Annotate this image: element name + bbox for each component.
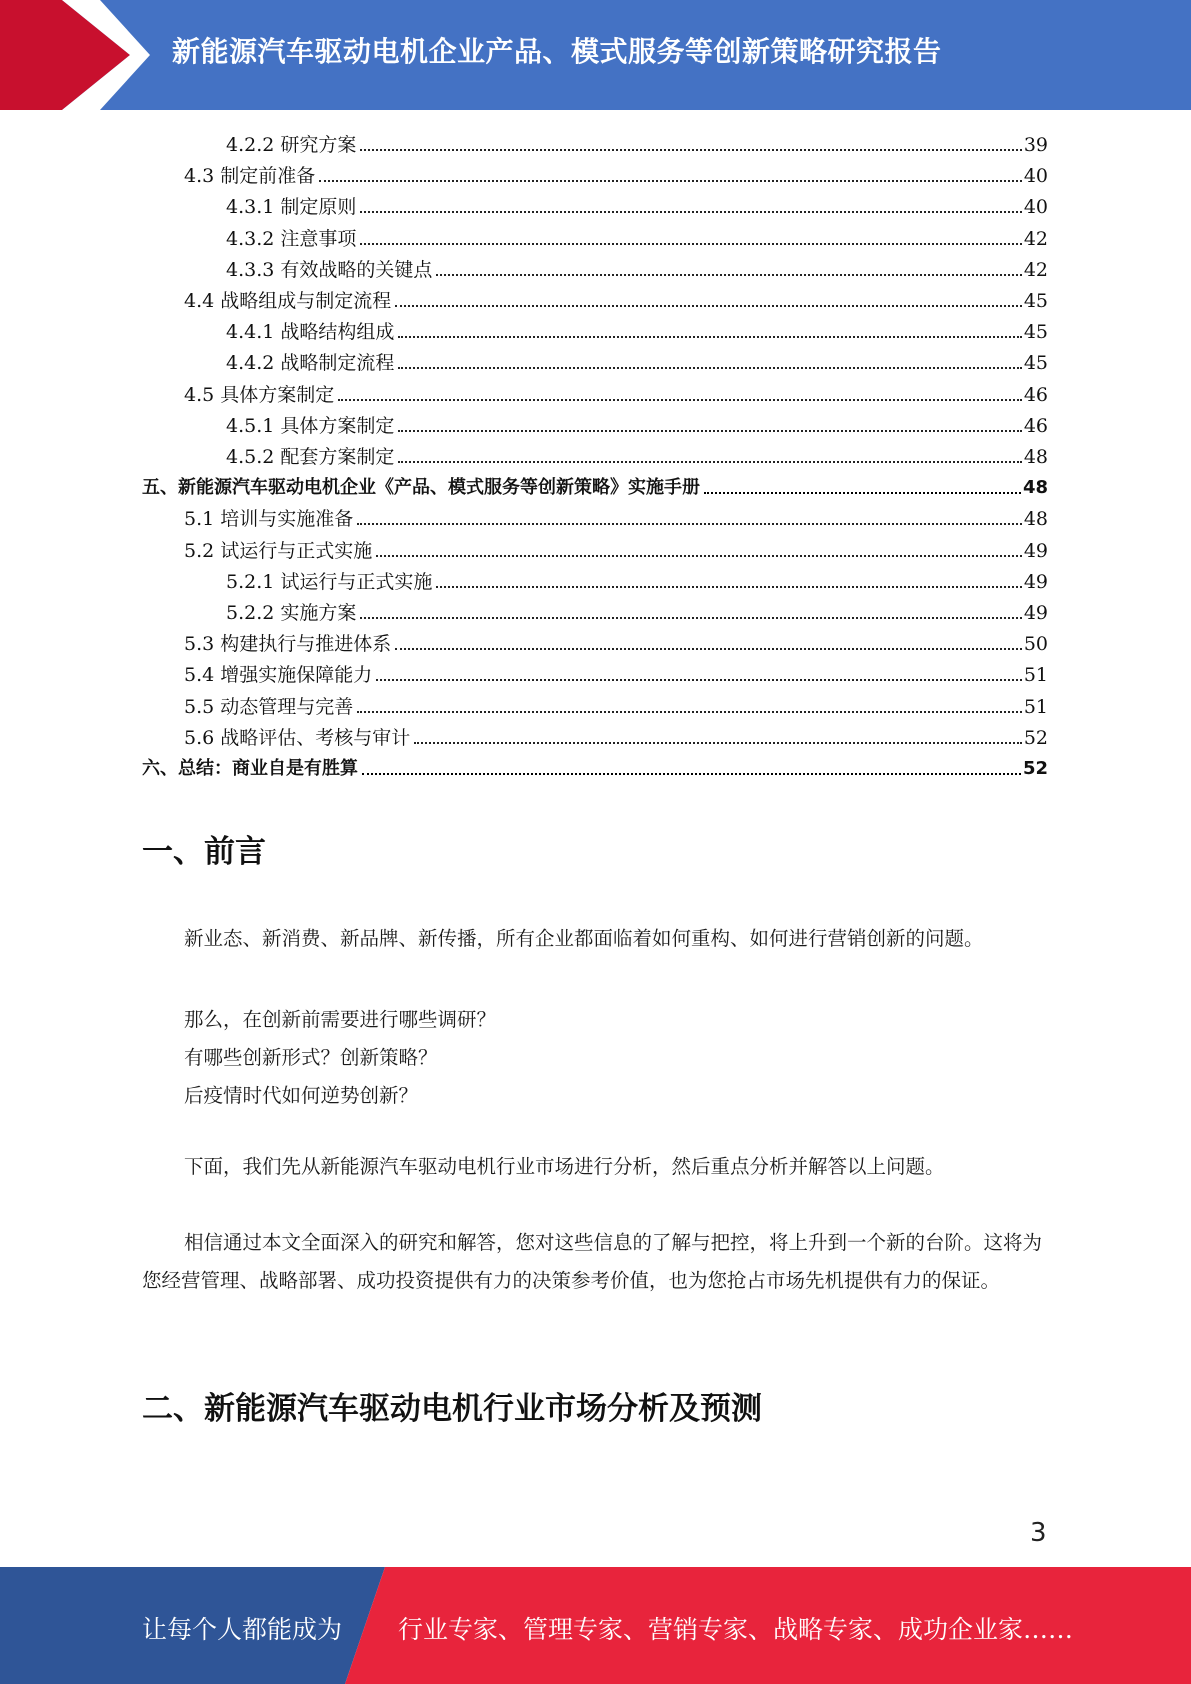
toc-dot-leader (357, 710, 1022, 713)
toc-entry-page: 52 (1022, 758, 1048, 779)
toc-entry-label: 5.6 战略评估、考核与审计 (184, 726, 411, 749)
toc-entry-page: 42 (1023, 227, 1048, 250)
toc-entry-page: 45 (1023, 352, 1048, 375)
toc-entry-label: 5.3 构建执行与推进体系 (184, 633, 392, 656)
toc-entry-label: 4.4.2 战略制定流程 (226, 352, 395, 375)
toc-dot-leader (360, 210, 1021, 213)
page-header (0, 0, 1191, 110)
toc-dot-leader (398, 366, 1021, 369)
toc-entry-page: 48 (1023, 508, 1048, 531)
toc-dot-leader (398, 335, 1021, 338)
toc-entry-page: 49 (1023, 602, 1048, 624)
toc-entry[interactable] (142, 470, 1048, 500)
question-line: 那么，在创新前需要进行哪些调研？ (184, 1008, 497, 1031)
toc-entry-page: 49 (1023, 539, 1048, 562)
page-number: 3 (1030, 1518, 1047, 1548)
footer-slogan-left: 让每个人都能成为 (142, 1615, 343, 1644)
toc-entry-label: 4.5 具体方案制定 (184, 383, 335, 406)
toc-entry-page: 49 (1023, 570, 1048, 593)
toc-entry-label: 4.4.1 战略结构组成 (226, 321, 395, 344)
toc-entry-page: 42 (1023, 258, 1048, 281)
toc-entry-label: 五、新能源汽车驱动电机企业《产品、模式服务等创新策略》实施手册 (142, 477, 700, 499)
toc-entry-label: 4.3.3 有效战略的关键点 (226, 258, 433, 281)
section-heading-preface: 一、前言 (142, 834, 266, 870)
toc-entry[interactable] (184, 657, 1048, 687)
toc-entry[interactable] (226, 189, 1048, 219)
toc-entry-page: 51 (1023, 664, 1048, 687)
toc-dot-leader (362, 772, 1021, 775)
toc-entry-page: 40 (1023, 196, 1048, 219)
toc-entry-page: 39 (1023, 134, 1048, 156)
toc-entry-label: 六、总结：商业自是有胜算 (142, 758, 358, 779)
toc-entry-label: 5.2.1 试运行与正式实施 (226, 570, 433, 593)
toc-entry-label: 4.5.1 具体方案制定 (226, 414, 395, 437)
toc-entry-page: 51 (1023, 695, 1048, 718)
toc-entry[interactable] (184, 533, 1048, 563)
toc-entry-page: 48 (1023, 446, 1048, 468)
toc-entry-label: 5.1 培训与实施准备 (184, 508, 354, 531)
toc-dot-leader (704, 491, 1021, 494)
toc-entry[interactable] (142, 751, 1048, 781)
toc-entry[interactable] (226, 595, 1048, 625)
page-footer (0, 1567, 1191, 1684)
toc-entry-label: 4.3.2 注意事项 (226, 227, 357, 250)
toc-entry-page: 45 (1023, 321, 1048, 344)
toc-entry-label: 4.5.2 配套方案制定 (226, 446, 395, 468)
toc-dot-leader (398, 429, 1021, 432)
toc-entry-label: 5.4 增强实施保障能力 (184, 664, 373, 687)
toc-dot-leader (376, 554, 1022, 557)
toc-entry[interactable] (226, 127, 1048, 157)
question-line: 有哪些创新形式？创新策略？ (184, 1046, 438, 1069)
toc-entry[interactable] (184, 689, 1048, 719)
paragraph: 新业态、新消费、新品牌、新传播，所有企业都面临着如何重构、如何进行营销创新的问题。 (184, 927, 984, 950)
toc-dot-leader (436, 273, 1021, 276)
toc-entry[interactable] (184, 283, 1048, 313)
toc-dot-leader (398, 460, 1021, 463)
toc-dot-leader (395, 304, 1022, 307)
toc-dot-leader (357, 522, 1022, 525)
toc-dot-leader (360, 242, 1021, 245)
toc-entry[interactable] (184, 377, 1048, 407)
toc-dot-leader (436, 585, 1021, 588)
question-line: 后疫情时代如何逆势创新？ (184, 1084, 419, 1107)
toc-entry-page: 46 (1023, 414, 1048, 437)
toc-entry[interactable] (226, 564, 1048, 594)
toc-dot-leader (395, 647, 1022, 650)
toc-entry-label: 5.5 动态管理与完善 (184, 695, 354, 718)
toc-entry[interactable] (184, 720, 1048, 750)
toc-entry-label: 4.3.1 制定原则 (226, 196, 357, 219)
toc-dot-leader (360, 148, 1021, 151)
toc-entry[interactable] (226, 221, 1048, 251)
toc-dot-leader (338, 398, 1022, 401)
toc-entry[interactable] (226, 408, 1048, 438)
paragraph: 相信通过本文全面深入的研究和解答，您对这些信息的了解与把控，将上升到一个新的台阶。这将为您经营管理、战略部署、成功投资提供有力的决策参考价值，也为您抢占市场先机提供有力的保证。 (142, 1231, 1043, 1292)
toc-dot-leader (414, 741, 1022, 744)
toc-entry[interactable] (184, 501, 1048, 531)
toc-entry-label: 5.2.2 实施方案 (226, 602, 357, 624)
toc-entry[interactable] (226, 252, 1048, 282)
toc-dot-leader (319, 179, 1022, 182)
toc-entry-page: 52 (1023, 726, 1048, 749)
toc-dot-leader (360, 616, 1021, 619)
toc-entry-label: 4.2.2 研究方案 (226, 134, 357, 156)
toc-entry-label: 5.2 试运行与正式实施 (184, 539, 373, 562)
footer-slogan-right: 行业专家、管理专家、营销专家、战略专家、成功企业家…… (398, 1615, 1074, 1644)
toc-entry-label: 4.4 战略组成与制定流程 (184, 290, 392, 312)
toc-entry-page: 45 (1023, 290, 1048, 312)
toc-entry[interactable] (226, 439, 1048, 469)
toc-entry-page: 46 (1023, 383, 1048, 406)
toc-entry[interactable] (226, 314, 1048, 344)
paragraph: 下面，我们先从新能源汽车驱动电机行业市场进行分析，然后重点分析并解答以上问题。 (184, 1155, 945, 1178)
toc-entry-label: 4.3 制定前准备 (184, 165, 316, 188)
toc-entry[interactable] (184, 158, 1048, 188)
toc-entry[interactable] (226, 345, 1048, 375)
toc-entry-page: 40 (1023, 165, 1048, 188)
header-title: 新能源汽车驱动电机企业产品、模式服务等创新策略研究报告 (172, 35, 942, 68)
toc-entry-page: 50 (1023, 633, 1048, 656)
toc-entry[interactable] (184, 626, 1048, 656)
toc-entry-page: 48 (1022, 477, 1048, 499)
toc-dot-leader (376, 678, 1022, 681)
section-heading-market: 二、新能源汽车驱动电机行业市场分析及预测 (142, 1391, 762, 1427)
